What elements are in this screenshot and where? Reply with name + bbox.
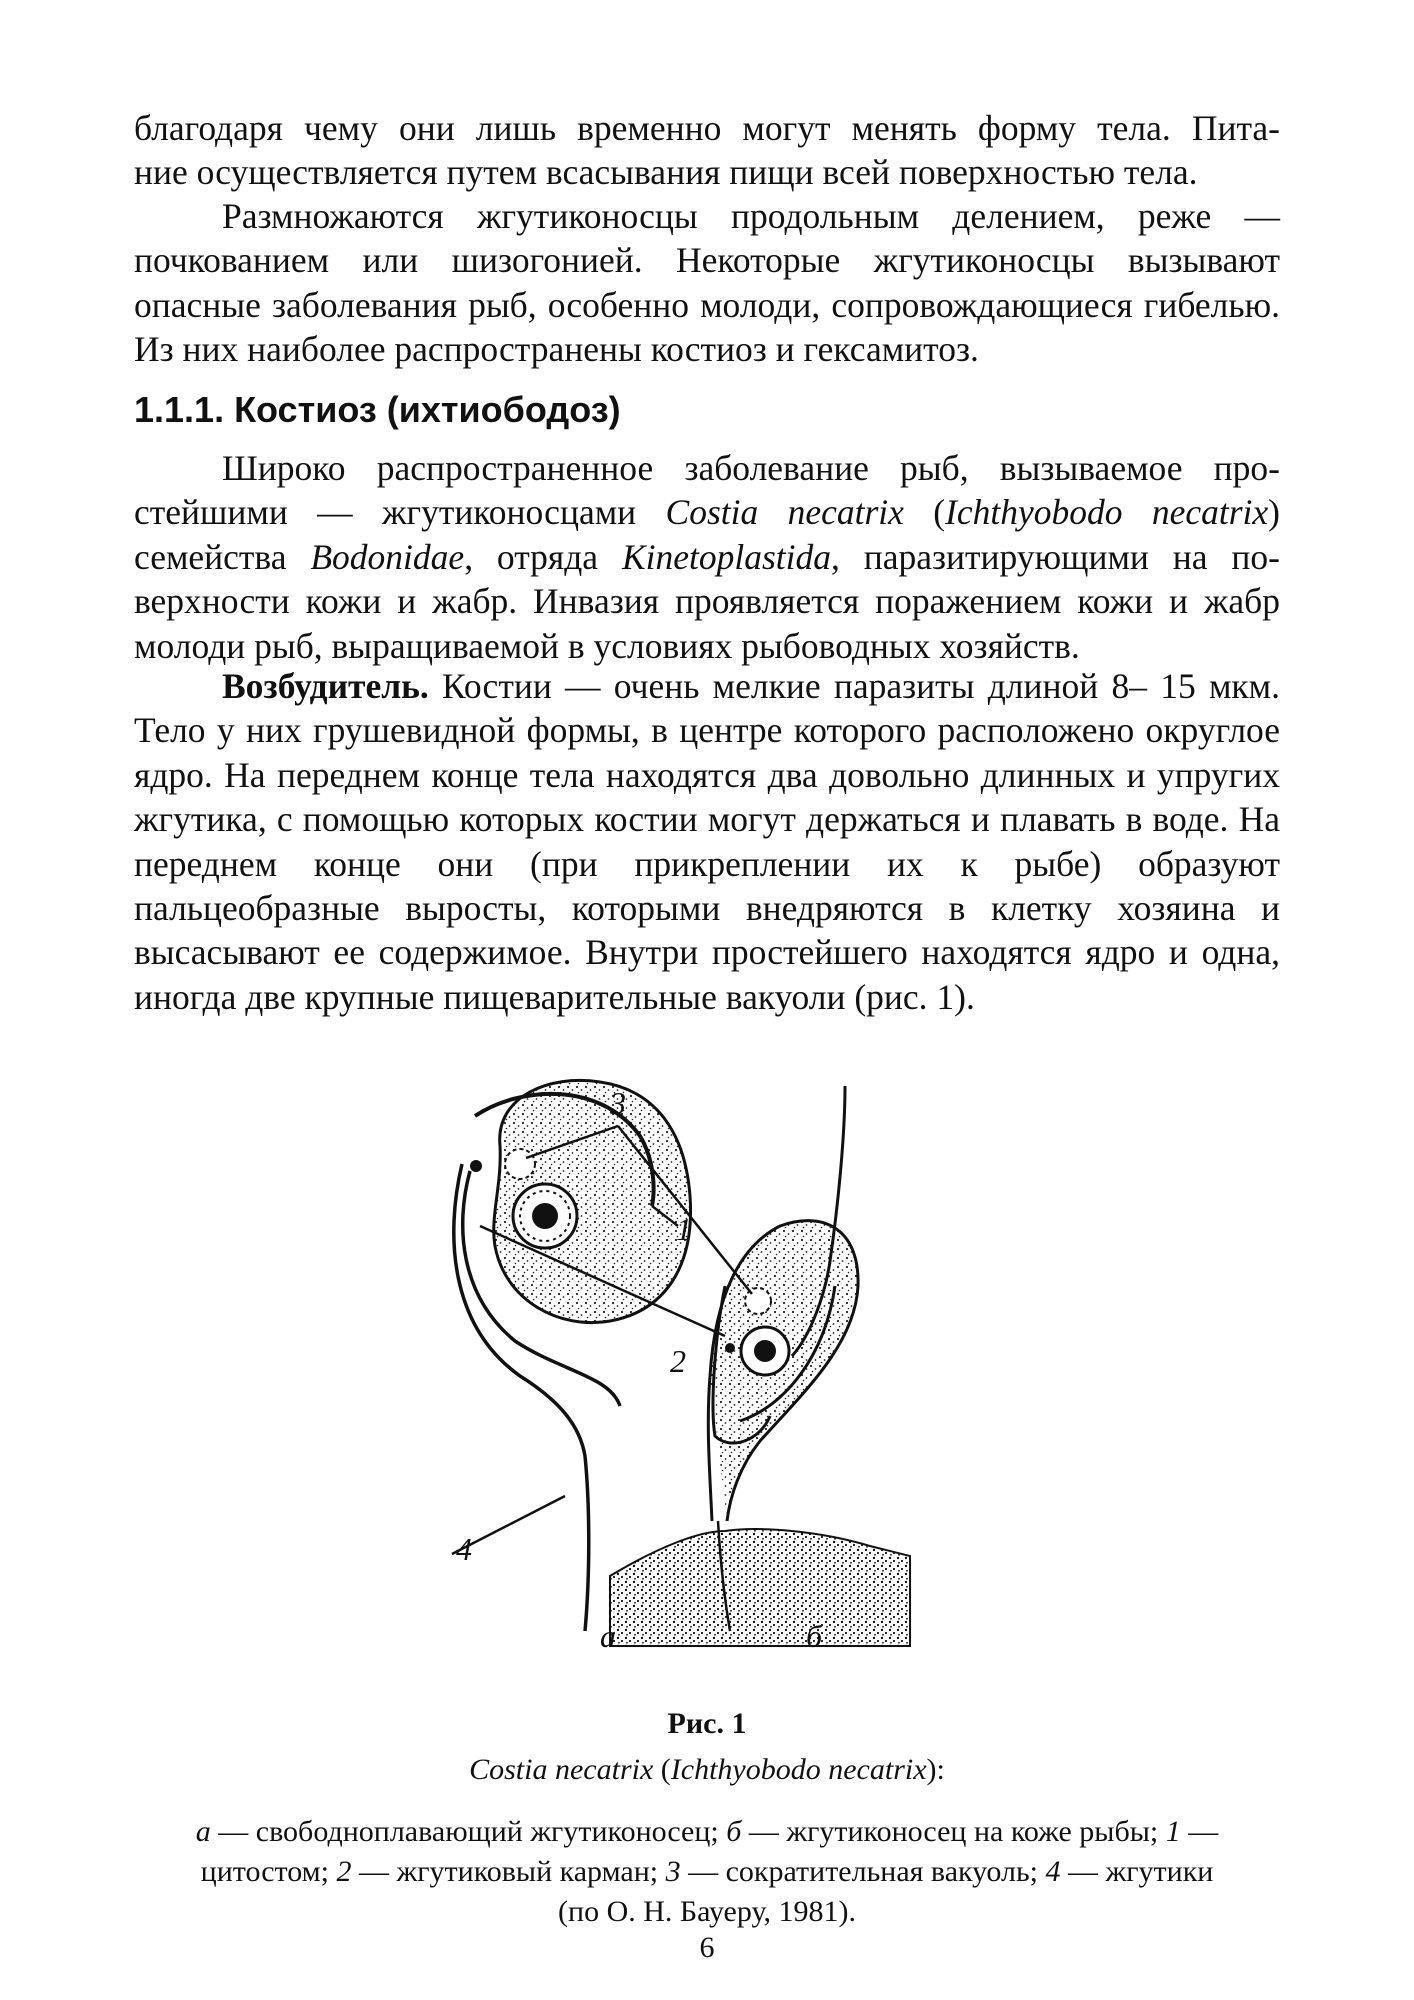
- paragraph-lead: Возбудитель.: [222, 666, 429, 706]
- paragraph-agent: [134, 664, 1280, 1019]
- section-heading: 1.1.1. Костиоз (ихтиободоз): [134, 389, 621, 430]
- figure-caption-legend: [134, 1812, 1280, 1932]
- figure-caption-title: Рис. 1: [667, 1707, 747, 1740]
- figure-illustration: [440, 1076, 980, 1656]
- legend-text: — жгутиковый карман;: [351, 1855, 666, 1888]
- text-run: (: [653, 1753, 671, 1786]
- species-name: Ichthyobodo necatrix: [670, 1753, 927, 1786]
- legend-text: — жгутики: [1060, 1855, 1214, 1888]
- species-name: Costia necatrix: [469, 1753, 654, 1786]
- figure-caption-species: [0, 1752, 1414, 1788]
- order-name: Kinetoplastida: [621, 536, 832, 577]
- legend-key: б: [726, 1815, 742, 1848]
- callout-1: 1: [676, 1211, 692, 1247]
- paragraph-text: Размножаются жгутиконосцы продольным делением, реже — почкованием или шизогонией. Некоторые жгутиконосцы вызывают опасные заболевания рыб, особенно молоди, сопровождающиеся гибелью. Из них наиболее распространены костиоз и гексамитоз.: [134, 196, 1280, 370]
- text-run: ):: [926, 1753, 945, 1786]
- callout-4: 4: [456, 1531, 472, 1567]
- figure-costia: [440, 1076, 980, 1656]
- paragraph-continuation: [134, 106, 1280, 195]
- text-run: ) семейства: [134, 492, 1280, 577]
- legend-key: 4: [1045, 1855, 1061, 1888]
- callout-3: 3: [610, 1085, 626, 1121]
- text-run: (: [903, 492, 946, 533]
- legend-source: (по О. Н. Бауеру, 1981).: [558, 1895, 856, 1928]
- legend-text: — сократительная вакуоль;: [680, 1855, 1046, 1888]
- figure-label-b: б: [806, 1618, 823, 1654]
- species-name: Ichthyobodo necatrix: [945, 492, 1269, 533]
- legend-text: — свободноплавающий жгутиконосец;: [210, 1815, 727, 1848]
- page-number: 6: [699, 1931, 715, 1964]
- text-run: Костии — очень мелкие паразиты длиной 8– 15 мкм. Тело у них грушевидной формы, в центре которого расположено округлое ядро. На переднем конце тела находятся два довольно длинных и упругих жгутика, с помощью которых костии могут держаться и плавать в воде. На переднем конце они (при прикреплении их к рыбе) образуют пальцеобразные выросты, которыми внедряются в клетку хозяина и высасывают ее содержимое. Внутри простейшего находятся ядро и одна, иногда две крупные пищеварительные вакуоли (рис. 1).: [134, 666, 1280, 1017]
- organism-a: [454, 1080, 691, 1631]
- legend-key: а: [195, 1815, 211, 1848]
- text-run: Широко распространенное заболевание рыб, вызываемое простейшими — жгутиконосцами: [134, 448, 1280, 533]
- legend-key: 1: [1165, 1815, 1181, 1848]
- callout-2: 2: [670, 1343, 686, 1379]
- paragraph-line: ние осуществляется путем всасывания пищи всей поверхностью тела.: [134, 152, 1198, 193]
- species-name: Costia necatrix: [665, 492, 904, 533]
- figure-label-a: а: [600, 1618, 616, 1654]
- section-heading-block: [134, 388, 1280, 432]
- paragraph-text: [134, 446, 1280, 668]
- paragraph-line: благодаря чему они лишь временно могут менять форму тела. Пита-: [134, 108, 1280, 148]
- paragraph-reproduction: [134, 194, 1280, 372]
- paragraph-intro: [134, 446, 1280, 668]
- legend-text: — жгутиконосец на коже рыбы;: [741, 1815, 1166, 1848]
- legend-key: 3: [665, 1855, 681, 1888]
- legend-key: 2: [336, 1855, 352, 1888]
- family-name: Bodonidae: [310, 536, 465, 577]
- legend-text: — цитостом;: [200, 1815, 1219, 1888]
- text-run: , отряда: [464, 536, 622, 577]
- text-run: , паразитирующими на поверхности кожи и жабр. Инвазия проявляется поражением кожи и жабр молоди рыб, выращиваемой в условиях рыбоводных хозяйств.: [134, 536, 1280, 666]
- paragraph-text: [134, 664, 1280, 1019]
